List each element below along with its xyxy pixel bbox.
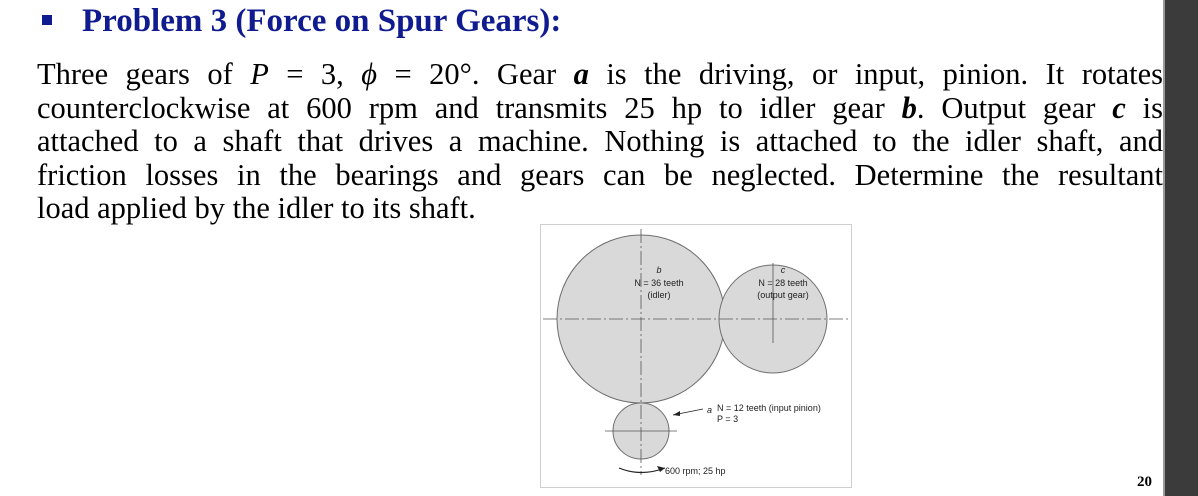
pinion-leader-head <box>673 411 680 416</box>
gear-b-letter: b <box>656 265 662 275</box>
problem-statement <box>37 58 1163 226</box>
symbol-P: P <box>250 57 269 91</box>
heading-bullet <box>42 15 52 25</box>
gear-train-diagram <box>541 225 851 487</box>
gear-c-role: (output gear) <box>757 290 809 300</box>
gear-a-pitch: P = 3 <box>717 414 739 424</box>
statement-line-1: Three gears of P = 3, ϕ = 20°. Gear a is the driving, or input, pinion. It rotates <box>37 57 1163 91</box>
symbol-gear-a: a <box>573 57 589 91</box>
statement-line-4: friction losses in the bearings and gears can be neglected. Determine the resultant <box>37 157 1163 192</box>
statement-line-5: load applied by the idler to its shaft. <box>37 191 476 225</box>
problem-heading: Problem 3 (Force on Spur Gears): <box>82 3 562 39</box>
gear-b-teeth: N = 36 teeth <box>634 278 684 288</box>
drive-label: 600 rpm; 25 hp <box>665 466 726 476</box>
symbol-phi: ϕ <box>361 57 378 91</box>
gear-c-letter: c <box>780 265 786 275</box>
symbol-gear-b: b <box>901 90 917 125</box>
statement-line-2: counterclockwise at 600 rpm and transmits 25 hp to idler gear b. Output gear c is <box>37 90 1164 125</box>
page-number: 20 <box>1137 474 1152 490</box>
symbol-gear-c: c <box>1112 90 1126 125</box>
gear-b-role: (idler) <box>647 290 671 300</box>
gear-train-figure <box>540 224 852 488</box>
gear-c-teeth: N = 28 teeth <box>758 278 808 288</box>
statement-line-3: attached to a shaft that drives a machine. Nothing is attached to the idler shaft, and <box>37 124 1163 158</box>
viewer-edge-highlight <box>1163 0 1165 496</box>
rotation-arrow <box>619 468 665 473</box>
gear-a-letter: a <box>707 405 713 415</box>
viewer-edge <box>1163 0 1198 496</box>
gear-a-teeth: N = 12 teeth (input pinion) <box>717 403 821 413</box>
